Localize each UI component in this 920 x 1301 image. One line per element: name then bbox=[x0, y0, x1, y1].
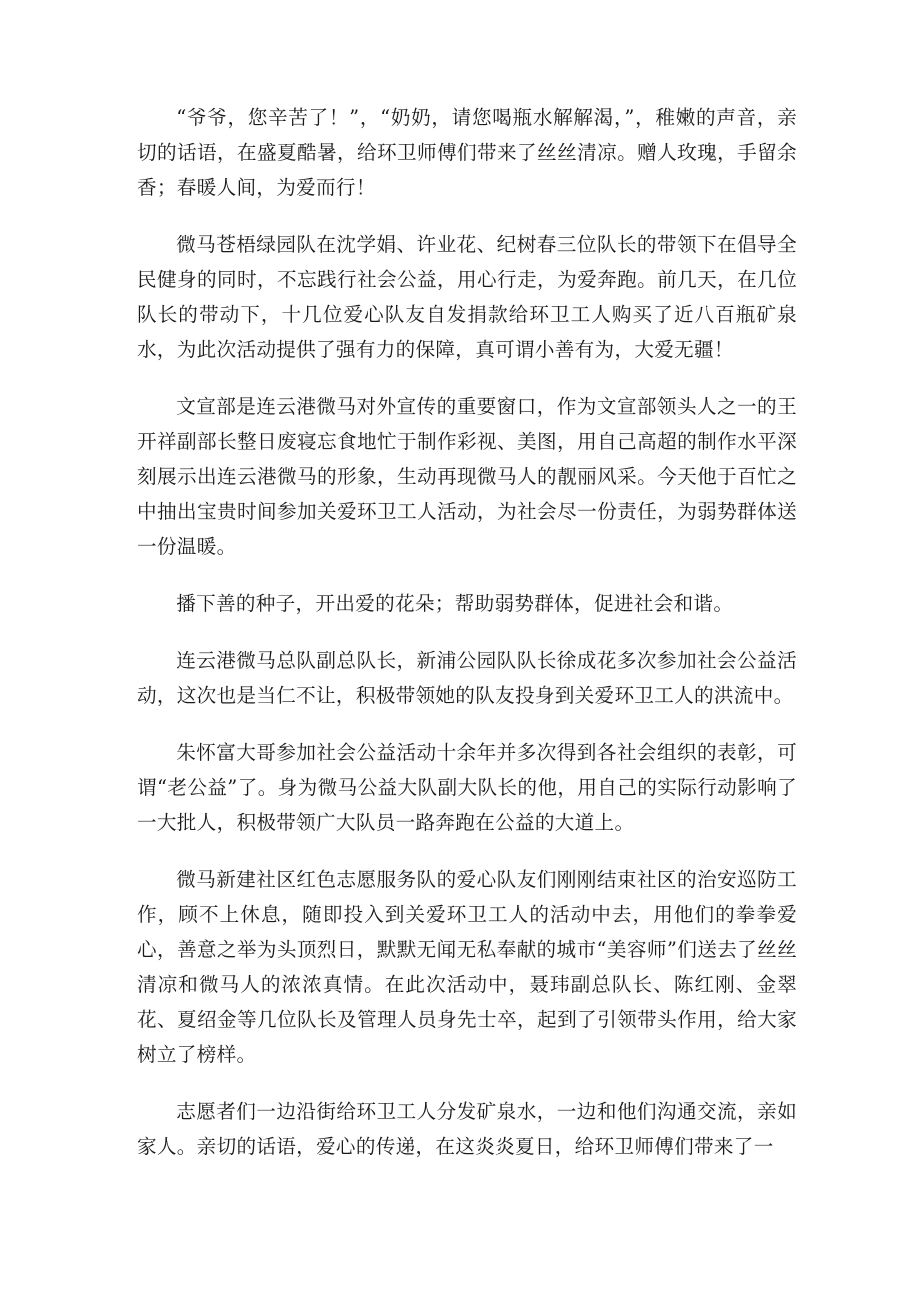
paragraph-volunteers-distribute: 志愿者们一边沿街给环卫工人分发矿泉水，一边和他们沟通交流，亲如家人。亲切的话语，爱心的传递，在这炎炎夏日，给环卫师傅们带来了一 bbox=[137, 1100, 797, 1158]
paragraph-cangwu-team: 微马苍梧绿园队在沈学娟、许业花、纪树春三位队长的带领下在倡导全民健身的同时，不忘践行社会公益，用心行走，为爱奔跑。前几天，在几位队长的带动下，十几位爱心队友自发捐款给环卫工人购买了近八百瓶矿泉水，为此次活动提供了强有力的保障，真可谓小善有为，大爱无疆！ bbox=[137, 233, 797, 361]
paragraph-zhu-huaifu: 朱怀富大哥参加社会公益活动十余年并多次得到各社会组织的表彰，可谓“老公益”了。身为微马公益大队副大队长的他，用自己的实际行动影响了一大批人，积极带领广大队员一路奔跑在公益的大道上。 bbox=[137, 741, 797, 834]
paragraph-seeds-of-kindness: 播下善的种子，开出爱的花朵；帮助弱势群体，促进社会和谐。 bbox=[176, 592, 734, 615]
paragraph-publicity-dept: 文宣部是连云港微马对外宣传的重要窗口，作为文宣部领头人之一的王开祥副部长整日废寝忘食地忙于制作彩视、美图，用自己高超的制作水平深刻展示出连云港微马的形象，生动再现微马人的靓丽风采。今天他于百忙之中抽出宝贵时间参加关爱环卫工人活动，为社会尽一份责任，为弱势群体送一份温暖。 bbox=[137, 395, 797, 558]
paragraph-greeting: “爷爷，您辛苦了！”，“奶奶，请您喝瓶水解解渴，”，稚嫩的声音，亲切的话语，在盛夏酷暑，给环卫师傅们带来了丝丝清凉。赠人玫瑰，手留余香；春暖人间，为爱而行！ bbox=[137, 106, 797, 199]
article-body bbox=[137, 100, 797, 1164]
paragraph-red-volunteer-team: 微马新建社区红色志愿服务队的爱心队友们刚刚结束社区的治安巡防工作，顾不上休息，随即投入到关爱环卫工人的活动中去，用他们的拳拳爱心，善意之举为头顶烈日，默默无闻无私奉献的城市“美容师”们送去了丝丝清凉和微马人的浓浓真情。在此次活动中，聂玮副总队长、陈红刚、金翠花、夏绍金等几位队长及管理人员身先士卒，起到了引领带头作用，给大家树立了榜样。 bbox=[137, 868, 797, 1066]
paragraph-xu-chenghua: 连云港微马总队副总队长，新浦公园队队长徐成花多次参加社会公益活动，这次也是当仁不让，积极带领她的队友投身到关爱环卫工人的洪流中。 bbox=[137, 649, 797, 707]
